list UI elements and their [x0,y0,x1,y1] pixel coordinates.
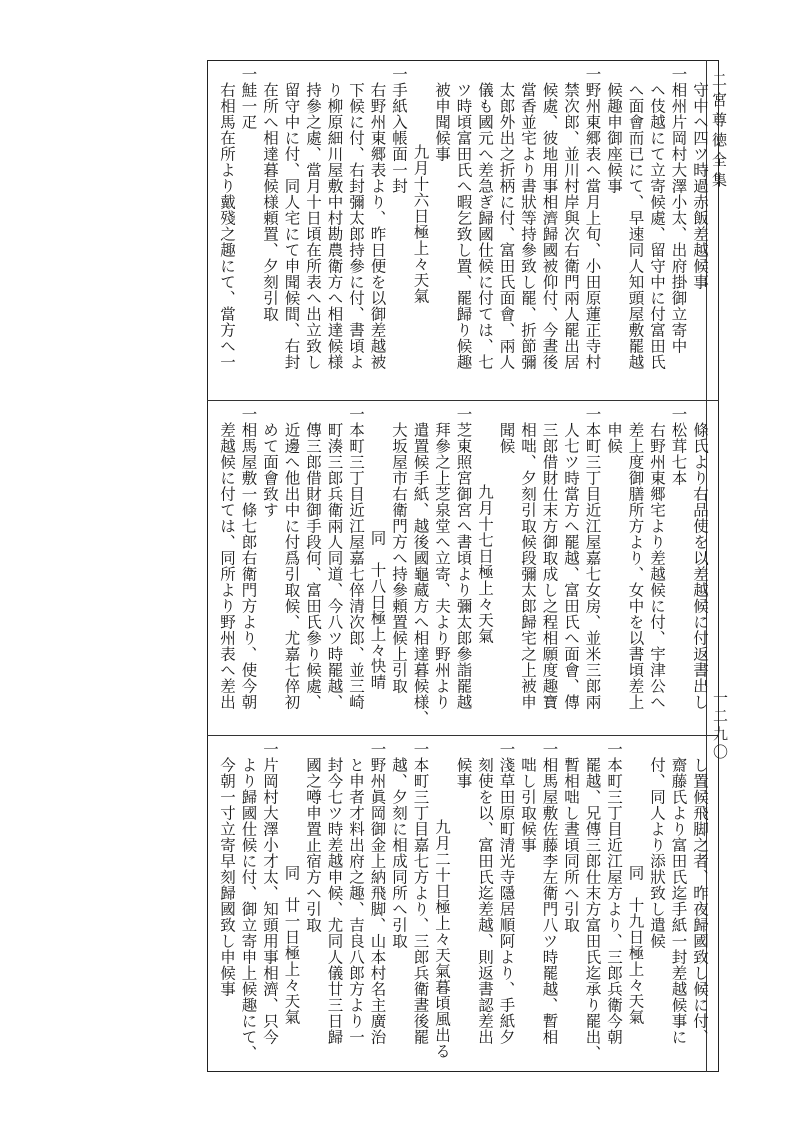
text-column: 一相州片岡村大澤小太、出府掛御立寄中 [669,66,688,354]
text-column: 一鮭一疋 [239,66,258,130]
text-column: 一芝東照宮御宮へ書頃より彌太郎參詣罷越 [454,406,473,710]
text-column: 付、同人より添狀致し遣候 [648,756,666,949]
text-column: 拜參之上芝泉堂へ立寄、夫より野州より [433,421,451,710]
text-column: 封今七ツ時差越申候、尤同人儀廿三日歸 [325,756,344,1045]
text-column: 當香並宅より書狀等持參致し罷、折節彌 [519,81,537,370]
text-column: 儀も國元へ差急ぎ歸國仕候に付ては、七 [476,81,494,370]
text-column: 一相馬屋敷佐藤李左衛門八ツ時罷越、暫相 [540,741,559,1045]
text-band-top [212,66,710,394]
text-column: 被申聞候事 [433,81,451,162]
text-column: 同 廿一日極上々天氣 [282,865,301,1025]
text-column: 九月十七日極上々天氣 [476,483,494,644]
text-column: 右野州東郷宅より差越候に付、宇津公へ [648,421,666,710]
running-head: 二宮尊徳全集 [710,72,728,192]
text-column: 候趣申御座候事 [605,81,623,194]
text-column: 暫相咄し晝頃同所へ引取 [562,756,580,933]
text-column: 條氏より右品使を以差越候に付返書出し [691,421,709,710]
text-column: 一片岡村大澤小才太、知頭用事相濟、只今 [261,741,279,1045]
text-column: 一淺草田原町清光寺隱居順阿より、手紙夕 [497,741,516,1045]
text-column: 國之噂申置止宿方へ引取 [304,756,322,933]
text-column: 三郎借財仕末方御取成し之程相願度趣寶 [540,421,559,710]
text-column: 差越候に付ては、同所より野州表へ差出 [218,421,236,710]
text-column: 右相馬在所より戴殘之趣にて、當方へ一 [218,81,236,370]
page-number: 一二九〇 [711,690,729,762]
text-column: 咄し引取候事 [519,756,537,853]
text-column: 越、夕刻に相成同所へ引取 [390,756,408,949]
text-column: 在所へ相達暮候様頼置、夕刻引取 [261,81,279,322]
text-column: 太郎外出之折柄に付、富田氏面會、兩人 [497,81,516,370]
text-column: 人七ツ時當方へ罷越、富田氏へ面會、傳 [562,421,580,710]
text-column: 一相馬屋敷一條七郎右衛門方より、使今朝 [239,406,258,710]
text-column: へ面會而已にて、早速同人知頭屋敷罷越 [626,81,645,370]
text-column: 差上度御膳所方より、女中を以書頃差上 [626,421,645,710]
text-column: 遣置候手紙、越後國龜蔵方へ相達暮候様、 [411,421,430,726]
text-column: 禁次郎、並川村岸與次右衛門兩人罷出居 [562,81,580,370]
text-column: 一野州眞岡御金上納飛脚、山本村名主廣治 [368,741,387,1045]
text-column: し置候飛脚之者、昨夜歸國致し候に付、 [691,756,709,1045]
text-column: 下候に付、右封彌太郎持參に付、書頃よ [347,81,365,370]
text-column: 守中ヘ四ツ時過赤飯差越候事 [691,81,709,290]
text-column: 一本町三丁目嘉七方より、三郎兵衛晝後罷 [411,741,430,1045]
section-divider-2 [207,735,719,736]
text-column: より歸國仕候に付、御立寄申上候趣にて、 [239,756,258,1061]
text-band-bottom [212,741,710,1067]
text-column: ツ時頃富田氏へ暇乞致し置、罷歸り候趣 [454,81,473,370]
text-column: 同 十九日極上々天氣 [626,865,645,1025]
text-column: 相咄、夕刻引取候段彌太郎歸宅之上被申 [519,421,537,710]
text-column: 近邊へ他出中に付爲引取候、尤嘉七倅初 [282,421,301,710]
text-column: 同 十八日極上々快晴 [368,530,387,690]
text-column: 一松茸七本 [669,406,688,486]
text-band-middle [212,406,710,729]
text-column: ヘ伎越にて立寄候處、留守中に付富田氏 [648,81,666,370]
text-column: 一野州東郷表ヘ當月上旬、小田原蓮正寺村 [583,66,602,370]
text-column: 留守中に付、同人宅にて申聞候間、右封 [282,81,301,370]
text-column: 一手紙入帳面一封 [390,66,408,194]
text-column: 候處、彼地用事相濟歸國被仰付、今晝後 [540,81,559,370]
text-column: 大坂屋市右衛門方へ持參頼置候上引取 [390,421,408,694]
text-column: 一本町三丁目近江屋嘉七倅清次郎、並三崎 [347,406,365,710]
text-column: 齋藤氏より富田氏迄手紙一封差越候事に [669,756,688,1045]
text-column: 聞候 [497,421,516,454]
text-column: 罷越、兄傳三郎仕末方富田氏迄承り罷出、 [583,756,602,1061]
text-column: めて面會致す [261,421,279,518]
text-column: 町湊三郎兵衛兩人同道、今八ツ時罷越、 [325,421,344,710]
text-column: り柳原細川屋敷中村勘農衛方へ相達候様 [325,81,344,370]
text-column: 九月十六日極上々天氣 [411,143,430,304]
text-column: 一本町三丁目近江屋嘉七女房、並米三郎兩 [583,406,602,710]
text-column: 九月二十日極上々天氣暮頃風出る [433,818,451,1059]
text-column: 右野州東郷表より、昨日便を以御差越被 [368,81,387,370]
section-divider-1 [207,400,719,401]
text-column: と申者才料出府之趣、吉良八郎方より一 [347,756,365,1045]
text-column: 刻使を以、富田氏迄差越、則返書認差出 [476,756,494,1045]
text-column: 申候 [605,421,623,454]
text-column: 一本町三丁目近江屋方より、三郎兵衛今朝 [605,741,623,1045]
text-column: 今朝一寸立寄早刻歸國致し申候事 [218,756,236,997]
text-column: 持參之處、當月十日頃在所表へ出立致し [304,81,322,370]
text-column: 候事 [454,756,473,789]
text-column: 傳三郎借財御手段何、富田氏參り候處、 [304,421,322,710]
